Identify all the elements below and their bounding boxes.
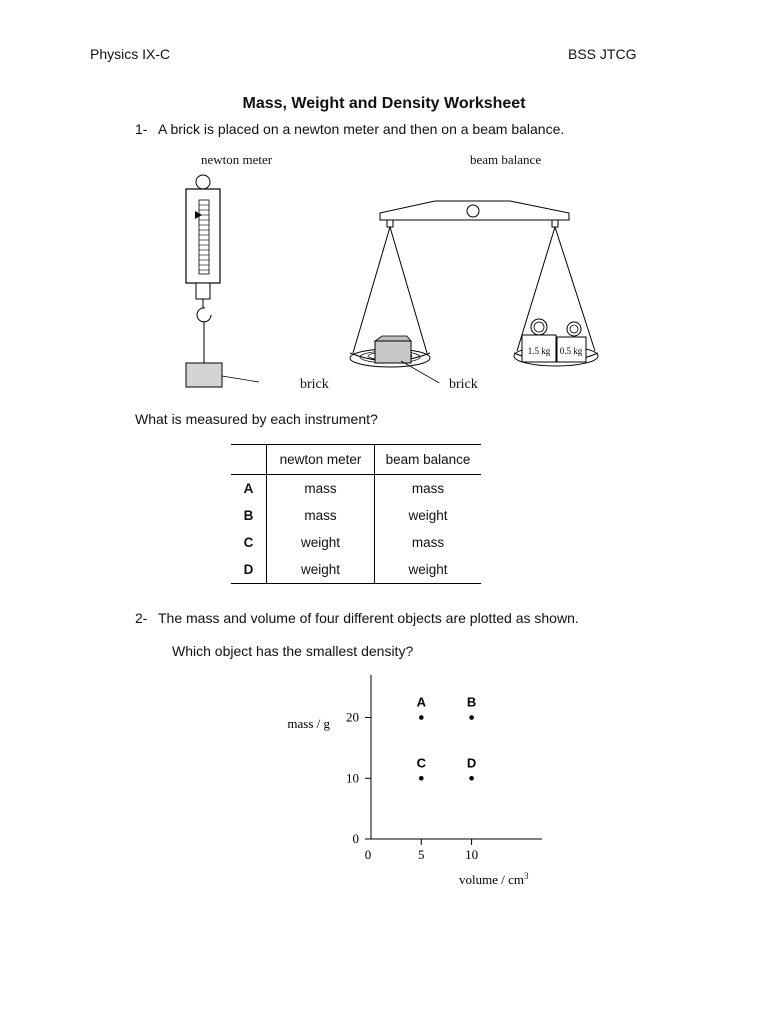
x-axis-label-main: volume / cm <box>459 872 524 887</box>
weight-1-label: 1.5 kg <box>527 346 551 356</box>
x-axis-label-superscript: 3 <box>524 871 529 881</box>
brick-label-1: brick <box>300 377 329 392</box>
option-beam-balance: mass <box>375 475 482 503</box>
table-row <box>231 529 481 556</box>
option-beam-balance: mass <box>375 529 482 556</box>
point-label-c: C <box>416 755 426 771</box>
y-tick-label: 10 <box>346 770 359 786</box>
weight-2-label: 0.5 kg <box>559 346 583 356</box>
options-table <box>231 444 481 584</box>
page-title: Mass, Weight and Density Worksheet <box>242 95 526 112</box>
table-row <box>231 502 481 529</box>
data-point-b <box>469 715 474 720</box>
newton-meter-label: newton meter <box>201 152 273 167</box>
q2-number: 2- <box>135 610 148 626</box>
data-point-c <box>419 776 424 781</box>
data-point-d <box>469 776 474 781</box>
y-axis-label: mass / g <box>287 716 330 731</box>
table-header-beam-balance: beam balance <box>375 445 482 475</box>
header-right: BSS JTCG <box>568 46 637 62</box>
option-letter: C <box>243 535 254 550</box>
option-newton-meter: mass <box>267 502 375 529</box>
option-beam-balance: weight <box>375 502 482 529</box>
point-label-b: B <box>466 694 477 710</box>
mass-volume-chart <box>270 665 570 895</box>
brick-label-2: brick <box>449 377 478 392</box>
option-letter: D <box>231 556 267 584</box>
x-tick-label: 0 <box>364 847 372 862</box>
option-newton-meter: weight <box>267 556 375 584</box>
point-label-d: D <box>466 755 477 771</box>
table-header-newton-meter: newton meter <box>267 445 375 475</box>
q1-prompt: What is measured by each instrument? <box>135 411 378 427</box>
q1-text: A brick is placed on a newton meter and then on a beam balance. <box>158 121 565 137</box>
q1-number: 1- <box>135 121 148 137</box>
point-label-a: A <box>416 694 426 710</box>
option-newton-meter: weight <box>267 529 375 556</box>
option-beam-balance: weight <box>375 556 482 584</box>
beam-balance-label: beam balance <box>470 152 542 167</box>
option-letter: B <box>243 508 254 523</box>
table-header-blank <box>231 445 267 475</box>
q2-text: The mass and volume of four different objects are plotted as shown. <box>158 610 579 626</box>
q2-prompt: Which object has the smallest density? <box>172 643 414 659</box>
option-newton-meter: mass <box>267 475 375 503</box>
table-row <box>231 475 481 503</box>
y-tick-label: 0 <box>352 831 359 846</box>
beam-balance-diagram <box>345 193 605 383</box>
data-point-a <box>419 715 424 720</box>
header-left: Physics IX-C <box>90 46 171 62</box>
table-row <box>231 556 481 584</box>
x-tick-label: 10 <box>465 847 479 862</box>
table-header-row <box>231 445 481 475</box>
y-tick-label: 20 <box>346 709 359 725</box>
option-letter: A <box>243 481 254 496</box>
x-tick-label: 5 <box>418 847 425 862</box>
newton-meter-diagram <box>175 170 270 395</box>
x-axis-label <box>459 871 529 887</box>
